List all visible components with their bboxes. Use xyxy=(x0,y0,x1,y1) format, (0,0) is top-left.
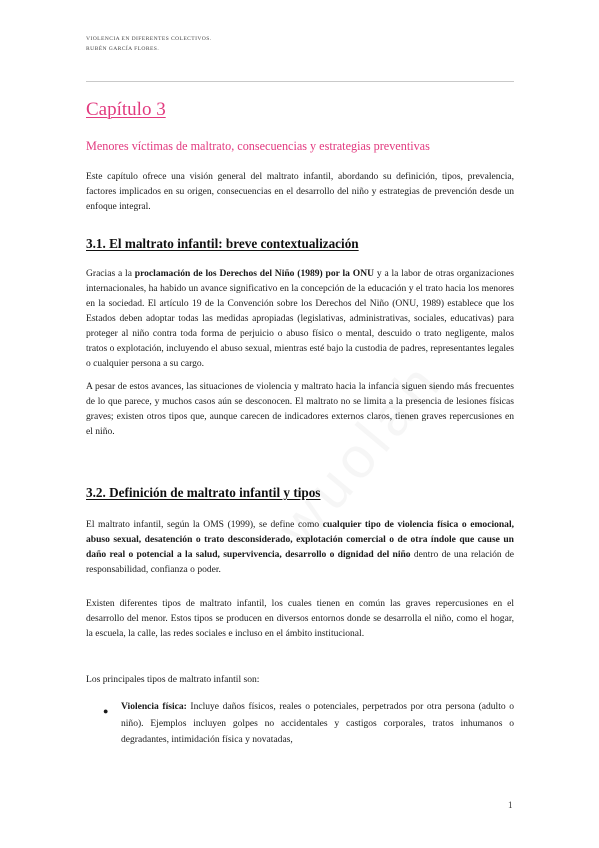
chapter-title: Capítulo 3 xyxy=(86,99,166,120)
page-number: 1 xyxy=(508,800,513,810)
text-run: Gracias a la xyxy=(86,268,135,279)
bullet-label: Violencia física: xyxy=(121,701,187,712)
section-2-paragraph-3: Los principales tipos de maltrato infantil son: xyxy=(86,674,260,685)
bullet-body: Incluye daños físicos, reales o potenciales, perpetrados por otra persona (adulto o niño). Ejemplos incluyen golpes no accidentales y castigos corporales, tratos inhumanos o degradantes, intimidación física y novatadas, xyxy=(121,701,514,746)
header-divider xyxy=(86,81,514,82)
bold-text-run: proclamación de los Derechos del Niño (1989) por la ONU xyxy=(134,268,375,279)
text-run: El maltrato infantil, según la OMS (1999), se define como xyxy=(86,519,323,530)
section-2-title: 3.2. Definición de maltrato infantil y tipos xyxy=(86,485,321,500)
bullet-icon: ● xyxy=(103,706,109,716)
section-2-paragraph-2: Existen diferentes tipos de maltrato infantil, los cuales tienen en común las graves repercusiones en el desarrollo del menor. Estos tipos se producen en diversos entornos donde se desarrolla el niño, como el hogar, la escuela, la calle, las redes sociales e incluso en el ámbito institucional. xyxy=(86,598,514,640)
section-2-paragraph-1 xyxy=(86,517,514,577)
intro-paragraph: Este capítulo ofrece una visión general del maltrato infantil, abordando su definición, tipos, prevalencia, factores implicados en su origen, consecuencias en el desarrollo del niño y estrategias de prevención desde un enfoque integral. xyxy=(86,171,514,213)
bullet-item-violencia-fisica xyxy=(121,699,514,749)
section-1-title: 3.1. El maltrato infantil: breve contextualización xyxy=(86,236,359,251)
running-header-author: RUBÉN GARCÍA FLORES. xyxy=(86,46,160,52)
text-run: dentro de una relación de responsabilidad, confianza o poder. xyxy=(86,549,515,576)
section-1-paragraph-1 xyxy=(86,266,514,371)
text-run: y a la labor de otras organizaciones internacionales, ha habido un avance significativo en la concepción de la educación y el trato hacia los menores en la sociedad. El artículo 19 de la Convención sobre los Derechos del Niño (ONU, 1989) establece que los Estados deben adoptar todas las medidas apropiadas (legislativas, administrativas, sociales, educativas) para proteger al niño contra toda forma de perjuicio o abuso físico o mental, descuido o trato negligente, malos tratos o explotación, incluyendo el abuso sexual, mientras esté bajo la custodia de padres, representantes legales o cualquier persona a su cargo. xyxy=(86,268,515,370)
running-header-title: VIOLENCIA EN DIFERENTES COLECTIVOS. xyxy=(86,36,212,42)
section-1-paragraph-2: A pesar de estos avances, las situaciones de violencia y maltrato hacia la infancia siguen siendo más frecuentes de lo que parece, y muchos casos aún se desconocen. El maltrato no se limita a la presencia de lesiones físicas graves; existen otros tipos que, aunque carecen de indicadores externos claros, tienen graves repercusiones en el niño. xyxy=(86,381,514,438)
bold-text-run: cualquier tipo de violencia física o emocional, abuso sexual, desatención o trato desconsiderado, explotación comercial o de otra índole que cause un daño real o potencial a la salud, supervivencia, desarrollo o dignidad del niño xyxy=(86,519,514,561)
chapter-subtitle: Menores víctimas de maltrato, consecuencias y estrategias preventivas xyxy=(86,139,430,153)
